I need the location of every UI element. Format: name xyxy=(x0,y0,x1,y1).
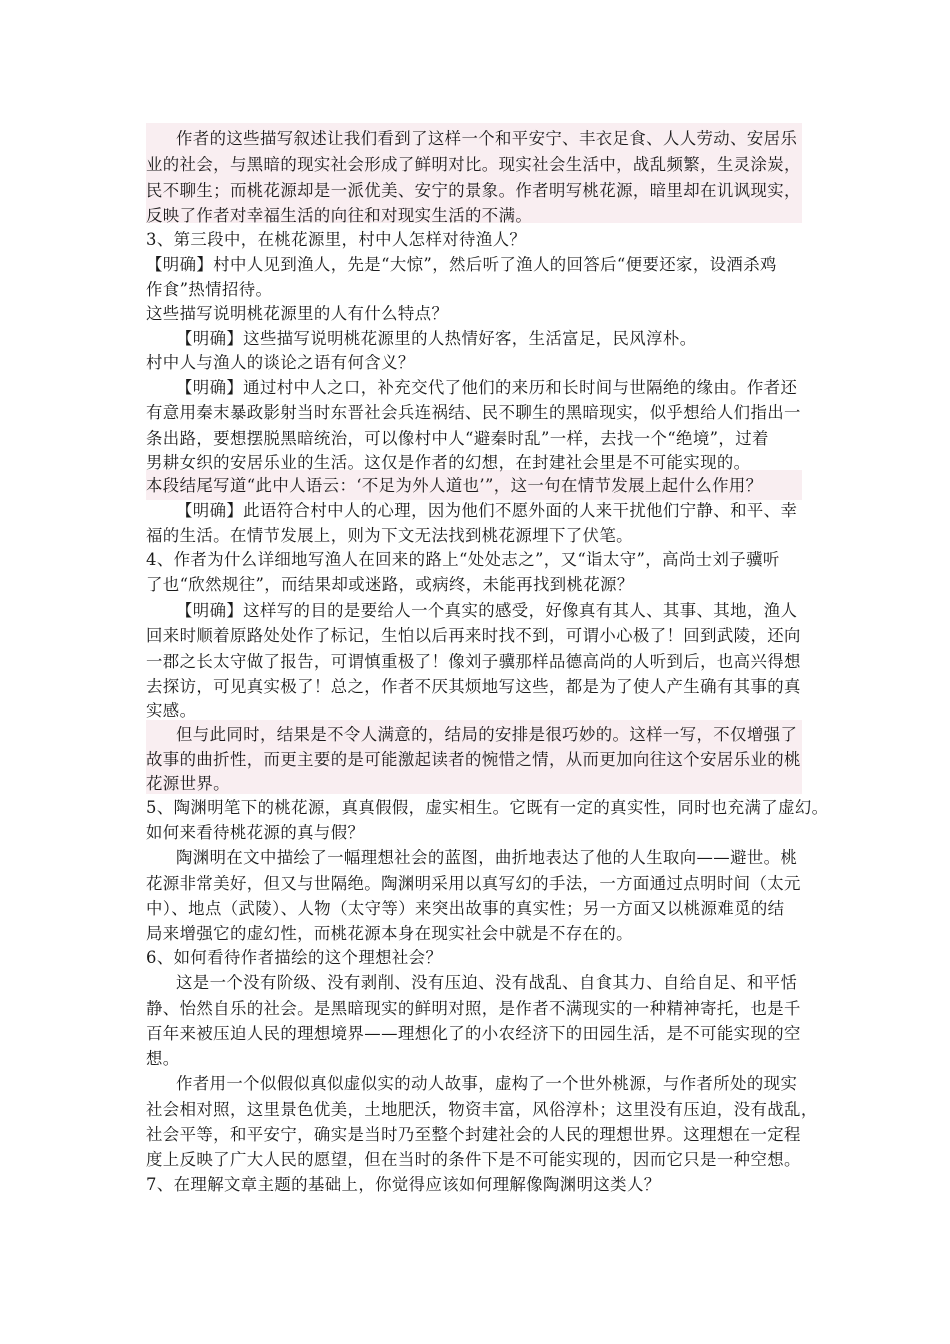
answer-line: 【明确】此语符合村中人的心理，因为他们不愿外面的人来干扰他们宁静、和平、幸 xyxy=(176,501,798,520)
paragraph-line: 度上反映了广大人民的愿望，但在当时的条件下是不可能实现的，因而它只是一种空想。 xyxy=(146,1150,801,1169)
paragraph-line: 静、怡然自乐的社会。是黑暗现实的鲜明对照，是作者不满现实的一种精神寄托，也是千 xyxy=(146,999,801,1018)
question-heading: 如何来看待桃花源的真与假？ xyxy=(146,823,365,842)
question-heading: 7、在理解文章主题的基础上，你觉得应该如何理解像陶渊明这类人？ xyxy=(146,1175,661,1194)
question-line: 这些描写说明桃花源里的人有什么特点？ xyxy=(146,304,449,323)
paragraph-line: 社会相对照，这里景色优美，土地肥沃，物资丰富，风俗淳朴；这里没有压迫，没有战乱， xyxy=(146,1100,818,1119)
paragraph-line: 花源非常美好，但又与世隔绝。陶渊明采用以真写幻的手法，一方面通过点明时间（太元 xyxy=(146,874,801,893)
question-heading: 3、第三段中，在桃花源里，村中人怎样对待渔人？ xyxy=(146,230,527,249)
answer-line: 福的生活。在情节发展上，则为下文无法找到桃花源埋下了伏笔。 xyxy=(146,526,633,545)
paragraph-line: 这是一个没有阶级、没有剥削、没有压迫、没有战乱、自食其力、自给自足、和平恬 xyxy=(176,973,798,992)
paragraph-line: 但与此同时，结果是不令人满意的，结局的安排是很巧妙的。这样一写，不仅增强了 xyxy=(176,725,798,744)
paragraph-line: 作者用一个似假似真似虚似实的动人故事，虚构了一个世外桃源，与作者所处的现实 xyxy=(176,1074,798,1093)
answer-line: 实感。 xyxy=(146,701,197,720)
paragraph-line: 想。 xyxy=(146,1049,180,1068)
answer-line: 作食”热情招待。 xyxy=(146,280,273,299)
answer-line: 条出路，要想摆脱黑暗统治，可以像村中人“避秦时乱”一样，去找一个“绝境”，过着 xyxy=(146,429,769,448)
question-heading: 4、作者为什么详细地写渔人在回来的路上“处处志之”，又“诣太守”，高尚士刘子骥听 xyxy=(146,550,780,569)
question-heading: 了也“欣然规往”，而结果却或迷路，或病终，未能再找到桃花源？ xyxy=(146,575,634,594)
answer-line: 有意用秦末暴政影射当时东晋社会兵连祸结、民不聊生的黑暗现实，似乎想给人们指出一 xyxy=(146,403,801,422)
answer-line: 【明确】这样写的目的是要给人一个真实的感受，好像真有其人、其事、其地，渔人 xyxy=(176,601,798,620)
paragraph-line: 花源世界。 xyxy=(146,774,230,793)
paragraph-line: 业的社会，与黑暗的现实社会形成了鲜明对比。现实社会生活中，战乱频繁，生灵涂炭， xyxy=(146,155,801,174)
answer-line: 回来时顺着原路处处作了标记，生怕以后再来时找不到，可谓小心极了！回到武陵，还向 xyxy=(146,626,801,645)
question-heading: 6、如何看待作者描绘的这个理想社会？ xyxy=(146,948,443,967)
paragraph-line: 作者的这些描写叙述让我们看到了这样一个和平安宁、丰衣足食、人人劳动、安居乐 xyxy=(176,129,798,148)
paragraph-line: 反映了作者对幸福生活的向往和对现实生活的不满。 xyxy=(146,206,533,225)
question-line: 村中人与渔人的谈论之语有何含义？ xyxy=(146,353,415,372)
paragraph-line: 中）、地点（武陵）、人物（太守等）来突出故事的真实性；另一方面又以桃源难觅的结 xyxy=(146,899,785,918)
paragraph-line: 局来增强它的虚幻性，而桃花源本身在现实社会中就是不存在的。 xyxy=(146,924,633,943)
paragraph-line: 百年来被压迫人民的理想境界——理想化了的小农经济下的田园生活，是不可能实现的空 xyxy=(146,1024,801,1043)
answer-line: 【明确】这些描写说明桃花源里的人热情好客，生活富足，民风淳朴。 xyxy=(176,329,697,348)
paragraph-line: 陶渊明在文中描绘了一幅理想社会的蓝图，曲折地表达了他的人生取向——避世。桃 xyxy=(176,848,798,867)
answer-line: 【明确】通过村中人之口，补充交代了他们的来历和长时间与世隔绝的缘由。作者还 xyxy=(176,378,798,397)
answer-line: 【明确】村中人见到渔人，先是“大惊”，然后听了渔人的回答后“便要还家，设酒杀鸡 xyxy=(146,255,777,274)
answer-line: 男耕女织的安居乐业的生活。这仅是作者的幻想，在封建社会里是不可能实现的。 xyxy=(146,453,751,472)
question-heading: 5、陶渊明笔下的桃花源，真真假假，虚实相生。它既有一定的真实性，同时也充满了虚幻。 xyxy=(146,798,829,817)
paragraph-line: 故事的曲折性，而更主要的是可能激起读者的惋惜之情，从而更加向往这个安居乐业的桃 xyxy=(146,750,801,769)
paragraph-line: 民不聊生；而桃花源却是一派优美、安宁的景象。作者明写桃花源，暗里却在讥讽现实， xyxy=(146,181,801,200)
answer-line: 去探访，可见真实极了！总之，作者不厌其烦地写这些，都是为了使人产生确有其事的真 xyxy=(146,677,801,696)
answer-line: 一郡之长太守做了报告，可谓慎重极了！像刘子骥那样品德高尚的人听到后，也高兴得想 xyxy=(146,652,801,671)
paragraph-line: 社会平等，和平安宁，确实是当时乃至整个封建社会的人民的理想世界。这理想在一定程 xyxy=(146,1125,801,1144)
question-line: 本段结尾写道“此中人语云：‘不足为外人道也’”，这一句在情节发展上起什么作用？ xyxy=(146,476,763,495)
